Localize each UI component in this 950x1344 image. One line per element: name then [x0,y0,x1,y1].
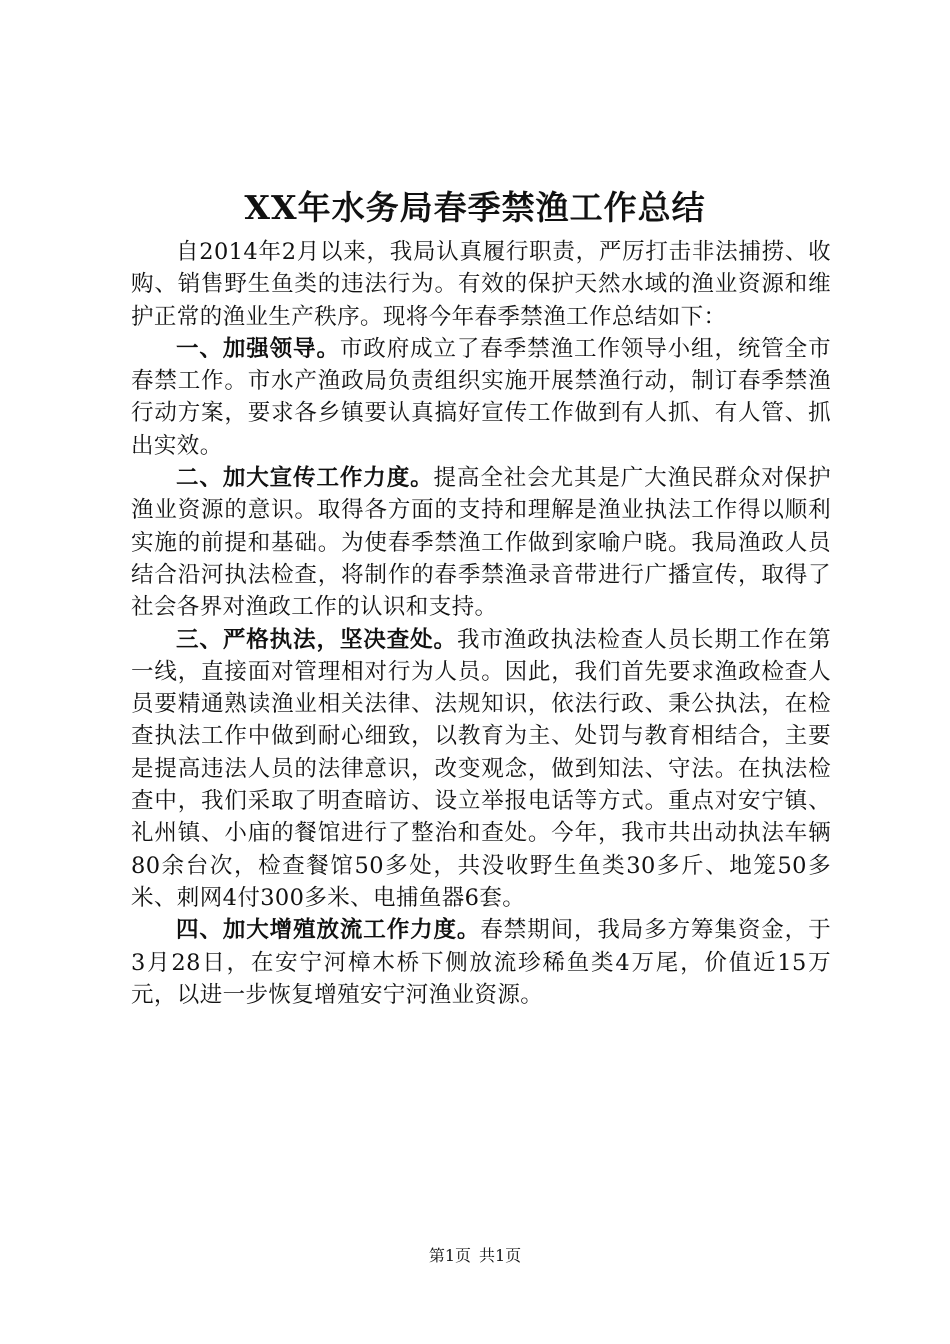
section-paragraph-2 [131,462,831,623]
intro-paragraph: 自2014年2月以来，我局认真履行职责，严厉打击非法捕捞、收购、销售野生鱼类的违法行为。有效的保护天然水域的渔业资源和维护正常的渔业生产秩序。现将今年春季禁渔工作总结如下： [131,239,831,330]
section-heading-2: 二、加大宣传工作力度。 [176,465,434,492]
section-text-3: 我市渔政执法检查人员长期工作在第一线，直接面对管理相对行为人员。因此，我们首先要求渔政检查人员要精通熟读渔业相关法律、法规知识，依法行政、秉公执法，在检查执法工作中做到耐心细致，以教育为主、处罚与教育相结合，主要是提高违法人员的法律意识，改变观念，做到知法、守法。在执法检查中，我们采取了明查暗访、设立举报电话等方式。重点对安宁镇、礼州镇、小庙的餐馆进行了整治和查处。今年，我市共出动执法车辆80余台次，检查餐馆50多处，共没收野生鱼类30多斤、地笼50多米、刺网4付300多米、电捕鱼器6套。 [131,626,831,911]
section-heading-3: 三、严格执法，坚决查处。 [176,626,457,653]
section-paragraph-1 [131,333,831,462]
page-total: 共1页 [479,1246,522,1265]
document-title: XX年水务局春季禁渔工作总结 [244,188,706,227]
section-text-2: 提高全社会尤其是广大渔民群众对保护渔业资源的意识。取得各方面的支持和理解是渔业执法工作得以顺利实施的前提和基础。为使春季禁渔工作做到家喻户晓。我局渔政人员结合沿河执法检查，将制作的春季禁渔录音带进行广播宣传，取得了社会各界对渔政工作的认识和支持。 [131,465,831,621]
document-body [131,236,831,1011]
section-text-4: 春禁期间，我局多方筹集资金，于3月28日，在安宁河樟木桥下侧放流珍稀鱼类4万尾，价值近15万元，以进一步恢复增殖安宁河渔业资源。 [131,917,831,1008]
section-paragraph-4 [131,914,831,1011]
section-paragraph-3 [131,624,831,915]
page-footer [0,1245,950,1267]
section-heading-1: 一、加强领导。 [176,335,340,362]
section-heading-4: 四、加大增殖放流工作力度。 [176,917,481,944]
page-number: 第1页 [428,1246,471,1265]
section-text-1: 市政府成立了春季禁渔工作领导小组，统管全市春禁工作。市水产渔政局负责组织实施开展禁渔行动，制订春季禁渔行动方案，要求各乡镇要认真搞好宣传工作做到有人抓、有人管、抓出实效。 [131,335,831,459]
